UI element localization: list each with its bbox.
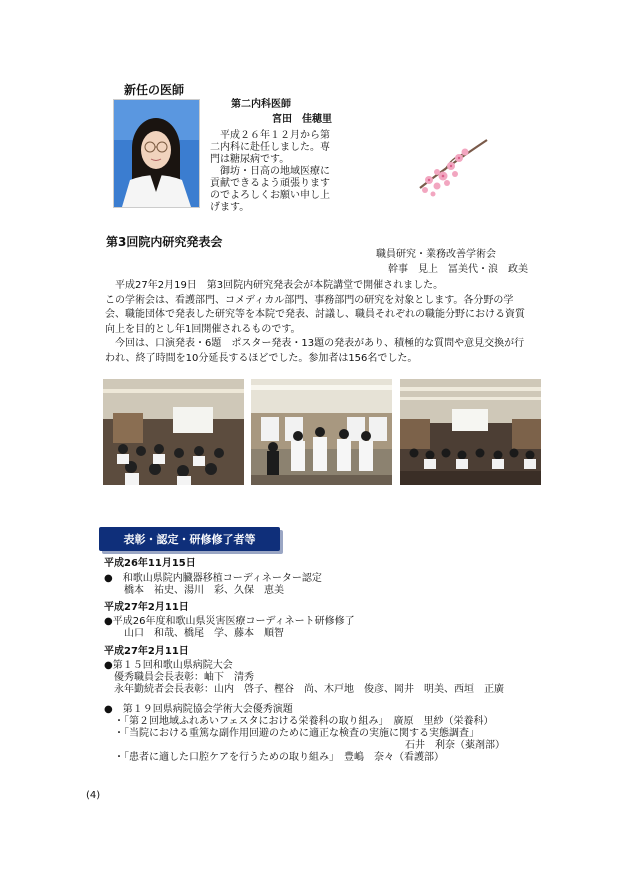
symposium-line: ・「患者に適した口腔ケアを行うための取り組み」 豊嶋 奈々（看護部） xyxy=(114,752,444,763)
doctor-message-line: 平成２６年１２月から第 xyxy=(210,130,330,141)
award-line: 永年勤続者会長表彰：山内 啓子、樫谷 尚、木戸地 俊彦、岡井 明美、西垣 正廣 xyxy=(104,684,504,695)
award-date: 平成27年2月11日 xyxy=(104,602,189,613)
research-org: 職員研究・業務改善学術会 xyxy=(376,249,496,260)
award-date: 平成26年11月15日 xyxy=(104,558,196,569)
award-line: 優秀職員会長表彰：岫下 清秀 xyxy=(104,672,254,683)
award-line: ● 和歌山県院内臓器移植コーディネーター認定 xyxy=(104,573,322,584)
doctor-message xyxy=(210,130,340,214)
symposium-line: ・「第２回地域ふれあいフェスタにおける栄養科の取り組み」 廣原 里紗（栄養科） xyxy=(114,716,494,727)
doctor-message-line: 門は糖尿病です。 xyxy=(210,154,290,165)
doctor-message-line: のでよろしくお願い申し上 xyxy=(210,190,330,201)
doctor-department: 第二内科医師 xyxy=(231,99,291,110)
award-line: ●平成26年度和歌山県災害医療コーディネート研修修了 xyxy=(104,616,355,627)
poster-session-photo xyxy=(251,379,392,485)
award-line: 橋本 祐史、湯川 彩、久保 恵美 xyxy=(104,585,284,596)
new-doctor-section-title: 新任の医師 xyxy=(124,83,185,97)
symposium-line: 石井 利奈（薬剤部） xyxy=(405,740,505,751)
awards-banner: 表彰・認定・研修修了者等 xyxy=(99,527,280,551)
doctor-message-line: 二内科に赴任しました。専 xyxy=(210,142,330,153)
doctor-name: 宮田 佳穂里 xyxy=(272,114,332,125)
research-body-line: われ、終了時間を10分延長するほどでした。参加者は156名でした。 xyxy=(105,352,418,364)
lecture-hall-photo-2 xyxy=(400,379,541,485)
award-line: ●第１５回和歌山県病院大会 xyxy=(104,660,233,671)
research-body-line: 今回は、口演発表・6題 ポスター発表・13題の発表があり、積極的な質問や意見交換が行 xyxy=(105,338,525,349)
research-body-line: 会、職能団体で発表した研究等を本院で発表、討議し、職員それぞれの職能分野における資質 xyxy=(105,309,525,320)
doctor-message-line: 御坊・日高の地域医療に xyxy=(210,166,330,177)
award-line: 山口 和哉、橋尾 学、藤本 順智 xyxy=(104,628,284,639)
doctor-message-line: げます。 xyxy=(210,202,250,213)
cherry-blossom-icon xyxy=(415,128,490,198)
research-officers: 幹事 見上 冨美代・浪 政美 xyxy=(388,264,528,275)
research-title: 第3回院内研究発表会 xyxy=(106,235,223,249)
research-body-line: 向上を目的とし年1回開催されるものです。 xyxy=(105,323,301,335)
award-date: 平成27年2月11日 xyxy=(104,646,189,657)
doctor-message-line: 貢献できるよう頑張ります xyxy=(210,178,330,189)
portrait-photo xyxy=(114,100,199,207)
symposium-line: ・「当院における重篤な副作用回避のために適正な検査の実施に関する実態調査」 xyxy=(114,728,479,739)
research-body-line: この学術会は、看護部門、コメディカル部門、事務部門の研究を対象とします。各分野の学 xyxy=(105,294,514,306)
lecture-hall-photo-1 xyxy=(103,379,244,485)
symposium-line: ● 第１９回県病院協会学術大会優秀演題 xyxy=(104,704,293,715)
doctor-portrait xyxy=(113,99,200,208)
page-number: (4) xyxy=(86,790,101,801)
research-body xyxy=(105,279,545,366)
research-body-line: 平成27年2月19日 第3回院内研究発表会が本院講堂で開催されました。 xyxy=(105,280,444,291)
